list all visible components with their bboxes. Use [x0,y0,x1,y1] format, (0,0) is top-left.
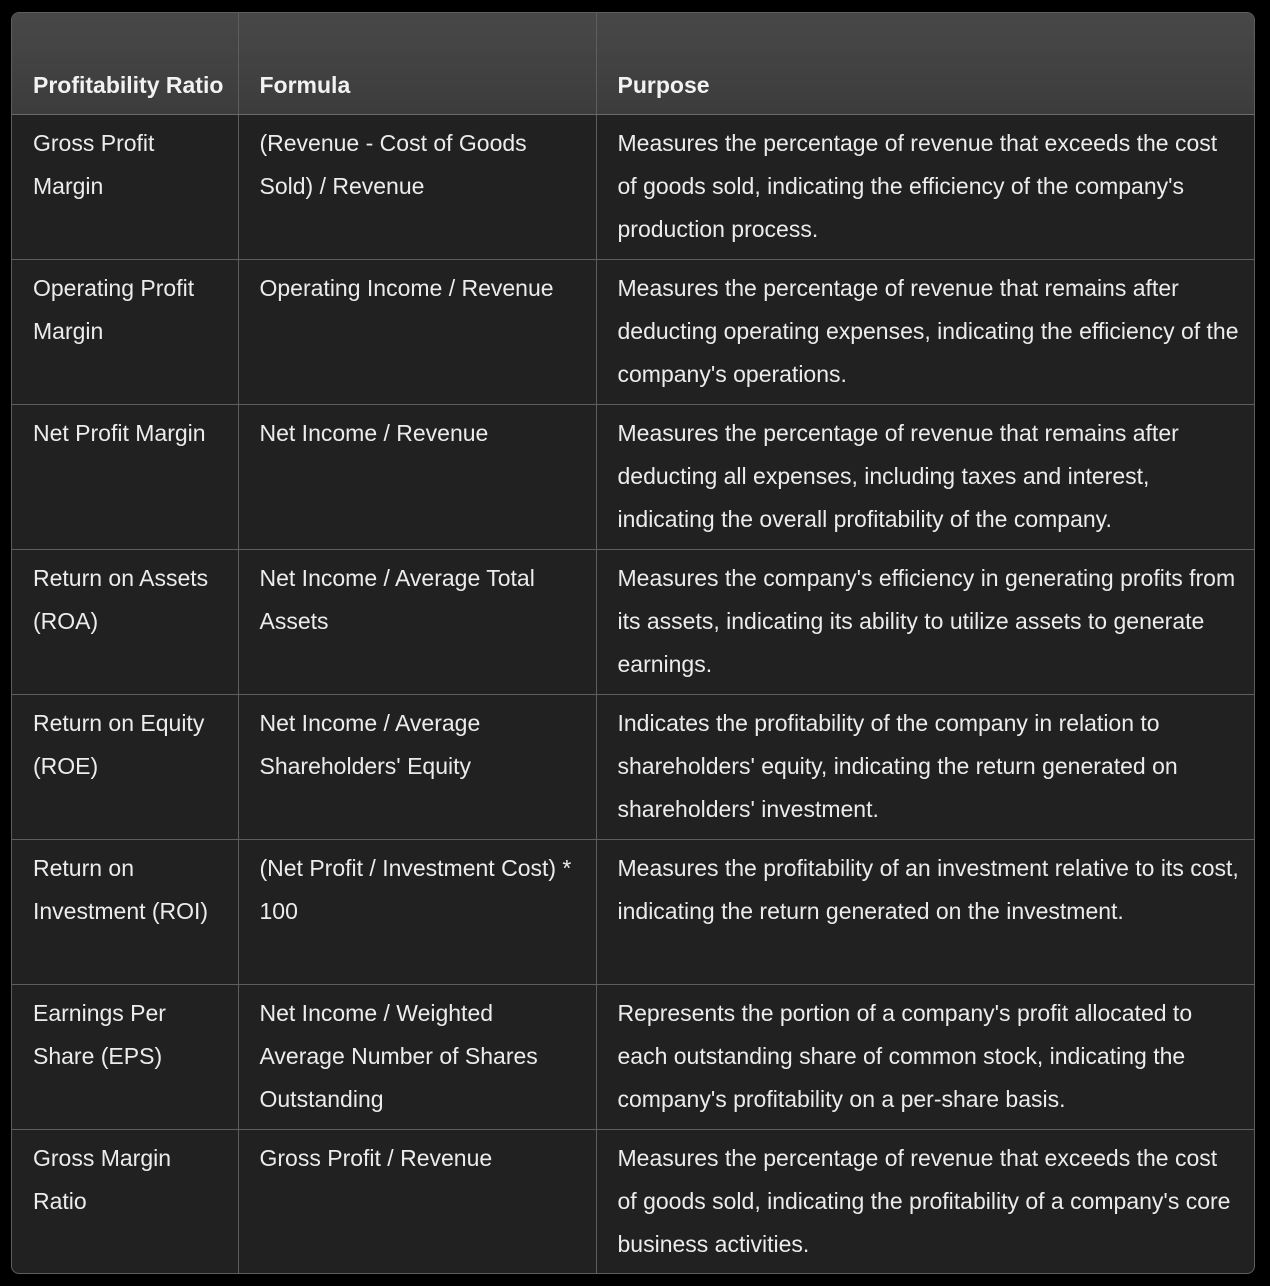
formula-cell: (Revenue - Cost of Goods Sold) / Revenue [238,114,596,259]
ratio-cell: Net Profit Margin [12,404,238,549]
purpose-cell: Indicates the profitability of the company in relation to shareholders' equity, indicating the return generated on shareholders' investment. [596,694,1254,839]
table-row [12,1129,1254,1274]
formula-cell: Net Income / Revenue [238,404,596,549]
purpose-cell: Measures the percentage of revenue that exceeds the cost of goods sold, indicating the profitability of a company's core business activities. [617,1144,1231,1257]
column-header-purpose: Purpose [596,13,1254,114]
purpose-cell: Measures the percentage of revenue that remains after deducting operating expenses, indicating the efficiency of the company's operations. [596,259,1254,404]
table-row [12,404,1254,549]
table-row [12,549,1254,694]
ratio-cell: Gross Margin Ratio [12,1129,238,1274]
ratio-cell: Gross Profit Margin [12,114,238,259]
ratio-cell: Return on Investment (ROI) [12,839,238,984]
ratio-cell: Return on Assets (ROA) [12,549,238,694]
formula-cell: Operating Income / Revenue [238,259,596,404]
purpose-cell: Represents the portion of a company's profit allocated to each outstanding share of common stock, indicating the company's profitability on a per-share basis. [596,984,1254,1129]
table-header-row [12,13,1254,114]
ratio-cell: Earnings Per Share (EPS) [12,984,238,1129]
ratio-cell: Return on Equity (ROE) [12,694,238,839]
formula-cell: Net Income / Average Total Assets [238,549,596,694]
purpose-cell: Measures the percentage of revenue that remains after deducting all expenses, including taxes and interest, indicating the overall profitability of the company. [596,404,1254,549]
column-header-formula: Formula [238,13,596,114]
table-row [12,259,1254,404]
table-row [12,114,1254,259]
ratio-cell: Operating Profit Margin [12,259,238,404]
purpose-cell: Measures the profitability of an investment relative to its cost, indicating the return generated on the investment. [596,839,1254,984]
profitability-ratios-table [12,13,1254,1274]
table-row [12,694,1254,839]
table-row [12,839,1254,984]
formula-cell: (Net Profit / Investment Cost) * 100 [238,839,596,984]
formula-cell: Gross Profit / Revenue [238,1129,596,1274]
formula-cell: Net Income / Weighted Average Number of Shares Outstanding [238,984,596,1129]
profitability-ratios-table-container [11,12,1255,1274]
column-header-ratio: Profitability Ratio [12,13,238,114]
purpose-cell: Measures the company's efficiency in generating profits from its assets, indicating its ability to utilize assets to generate earnings. [596,549,1254,694]
table-row [12,984,1254,1129]
purpose-cell: Measures the percentage of revenue that exceeds the cost of goods sold, indicating the efficiency of the company's production process. [596,114,1254,259]
formula-cell: Net Income / Average Shareholders' Equity [238,694,596,839]
